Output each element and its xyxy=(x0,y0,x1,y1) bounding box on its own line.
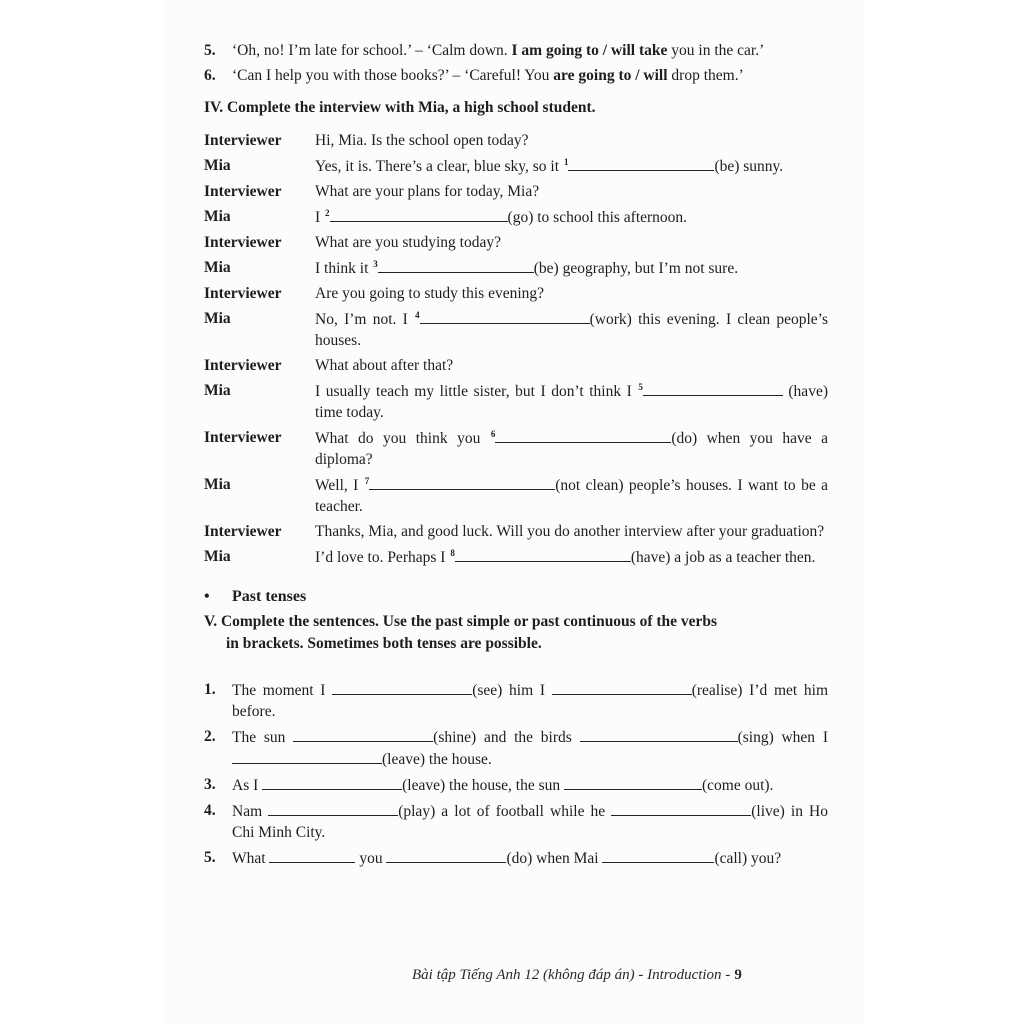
gap-number: 4 xyxy=(415,310,420,320)
speaker-line xyxy=(315,206,828,232)
line-text: Are you going to study this evening? xyxy=(315,285,545,302)
item-text: (call) you? xyxy=(714,850,782,867)
page-content xyxy=(204,40,828,873)
interview-row xyxy=(204,546,828,572)
speaker-line xyxy=(315,427,828,474)
speaker-line xyxy=(315,521,828,546)
speaker-name: Mia xyxy=(204,208,231,225)
item-text: (leave) the house. xyxy=(382,751,492,768)
gap-number: 8 xyxy=(450,548,455,558)
speaker-line xyxy=(315,181,828,206)
interview-row xyxy=(204,155,828,181)
line-text: geography, but I’m not sure. xyxy=(558,260,739,277)
verb-hint: (not clean) xyxy=(555,477,624,494)
interview-row xyxy=(204,181,828,206)
item-text: (see) him I xyxy=(472,682,552,699)
item-number: 1. xyxy=(204,681,216,698)
item-number: 6. xyxy=(204,67,216,84)
interview-row xyxy=(204,283,828,308)
verb-hint: (go) xyxy=(507,209,534,226)
speaker-line xyxy=(315,380,828,427)
gap-number: 6 xyxy=(490,429,496,439)
interview-row xyxy=(204,474,828,521)
speaker-line xyxy=(315,308,828,355)
verb-hint: (have) xyxy=(630,549,671,566)
interview-row xyxy=(204,521,828,546)
answer-blank[interactable] xyxy=(643,380,783,396)
answer-blank[interactable] xyxy=(332,679,472,695)
line-text: I think it xyxy=(315,260,373,277)
page-number: 9 xyxy=(734,967,742,983)
verb-hint: (work) xyxy=(589,311,632,328)
item-text: ‘Oh, no! I’m late for school.’ – ‘Calm down. xyxy=(232,42,512,59)
line-text: What about after that? xyxy=(315,357,454,374)
line-text: I xyxy=(315,209,325,226)
answer-blank[interactable] xyxy=(386,847,506,863)
exercise5-item-1 xyxy=(204,679,828,722)
interview-row xyxy=(204,427,828,474)
speaker-name: Interviewer xyxy=(204,357,282,374)
speaker-name: Interviewer xyxy=(204,429,282,446)
interview-row xyxy=(204,380,828,427)
item-number: 4. xyxy=(204,802,216,819)
item-text: (play) a lot of football while he xyxy=(398,803,612,820)
item-text: ‘Can I help you with those books?’ – ‘Careful! You xyxy=(232,67,554,84)
line-text: I’d love to. Perhaps I xyxy=(315,549,450,566)
exercise5-item-2 xyxy=(204,726,828,770)
item-text: you in the car.’ xyxy=(667,42,765,59)
item-text: The moment I xyxy=(232,682,333,699)
page-footer xyxy=(412,967,832,984)
item-choice: are going to / will xyxy=(553,67,668,84)
speaker-name: Interviewer xyxy=(204,132,282,149)
item-text: (do) when Mai xyxy=(506,850,603,867)
gap-number: 1 xyxy=(563,157,569,167)
answer-blank[interactable] xyxy=(455,546,631,562)
answer-blank[interactable] xyxy=(602,847,714,863)
speaker-line xyxy=(315,257,828,283)
exercise3-item-6 xyxy=(204,65,828,86)
line-text: No, I’m not. I xyxy=(315,311,415,328)
section-number: V. xyxy=(204,613,218,630)
item-text: The sun xyxy=(232,729,294,746)
item-number: 5. xyxy=(204,42,216,59)
subsection-past-tenses xyxy=(204,586,828,607)
line-text: this evening. I clean people’s houses. xyxy=(315,311,828,349)
item-text: (realise) I’d met him before. xyxy=(232,682,829,720)
speaker-line xyxy=(315,355,828,380)
gap-number: 7 xyxy=(364,476,370,486)
line-text: What are your plans for today, Mia? xyxy=(315,183,540,200)
speaker-name: Interviewer xyxy=(204,183,282,200)
line-text: What do you think you xyxy=(315,430,490,447)
speaker-name: Mia xyxy=(204,476,231,493)
interview-row xyxy=(204,257,828,283)
bullet-icon: • xyxy=(204,588,210,605)
exercise5-item-5 xyxy=(204,847,828,869)
item-text: (sing) when I xyxy=(737,729,828,746)
section-title-line2: in brackets. Sometimes both tenses are possible. xyxy=(226,635,542,652)
answer-blank[interactable] xyxy=(568,155,714,171)
section-v-heading xyxy=(204,611,828,655)
line-text: Thanks, Mia, and good luck. Will you do another interview after your graduation? xyxy=(315,523,825,540)
gap-number: 2 xyxy=(325,208,330,218)
answer-blank[interactable] xyxy=(269,847,355,863)
item-text: drop them.’ xyxy=(667,67,744,84)
verb-hint: (do) xyxy=(671,430,698,447)
interview-row xyxy=(204,130,828,155)
interview-row xyxy=(204,308,828,355)
item-text: (leave) the house, the sun xyxy=(402,777,564,794)
answer-blank[interactable] xyxy=(369,474,555,490)
subsection-title: Past tenses xyxy=(232,588,307,605)
speaker-name: Interviewer xyxy=(204,234,282,251)
answer-blank[interactable] xyxy=(580,726,738,742)
footer-book-title: Bài tập Tiếng Anh 12 (không đáp án) - Introduction - xyxy=(412,967,731,983)
item-number: 2. xyxy=(204,728,216,745)
verb-hint: (be) xyxy=(714,158,740,175)
answer-blank[interactable] xyxy=(495,427,671,443)
answer-blank[interactable] xyxy=(420,308,590,324)
line-text: Yes, it is. There’s a clear, blue sky, so it xyxy=(315,158,563,175)
item-text: Nam xyxy=(232,803,269,820)
speaker-line xyxy=(315,283,828,308)
item-text: you xyxy=(355,850,387,867)
interview-row xyxy=(204,355,828,380)
line-text: to school this afternoon. xyxy=(533,209,688,226)
section-title: Complete the interview with Mia, a high school student. xyxy=(226,99,596,116)
answer-blank[interactable] xyxy=(262,774,402,790)
answer-blank[interactable] xyxy=(552,679,692,695)
line-text: Hi, Mia. Is the school open today? xyxy=(315,132,529,149)
speaker-line xyxy=(315,155,828,181)
item-text: As I xyxy=(232,777,263,794)
section-title-line1: Complete the sentences. Use the past simple or past continuous of the verbs xyxy=(220,613,718,630)
speaker-line xyxy=(315,130,828,155)
speaker-line xyxy=(315,232,828,257)
answer-blank[interactable] xyxy=(293,726,433,742)
speaker-name: Mia xyxy=(204,259,231,276)
line-text: (have) time today. xyxy=(315,383,828,421)
line-text: What are you studying today? xyxy=(315,234,501,251)
line-text: when you have a diploma? xyxy=(315,430,828,468)
item-number: 3. xyxy=(204,776,216,793)
speaker-name: Interviewer xyxy=(204,523,282,540)
answer-blank[interactable] xyxy=(330,206,508,222)
item-text: (come out). xyxy=(701,777,774,794)
interview-row xyxy=(204,206,828,232)
speaker-line xyxy=(315,546,828,572)
gap-number: 3 xyxy=(373,259,378,269)
line-text: sunny. xyxy=(739,158,784,175)
speaker-name: Interviewer xyxy=(204,285,282,302)
exercise5-item-4 xyxy=(204,800,828,843)
exercise5-item-3 xyxy=(204,774,828,796)
line-text: I usually teach my little sister, but I don’t think I xyxy=(315,383,638,400)
section-number: IV. xyxy=(204,99,224,116)
verb-hint: (be) xyxy=(533,260,559,277)
item-text: (shine) and the birds xyxy=(433,729,580,746)
speaker-name: Mia xyxy=(204,310,231,327)
gap-number: 5 xyxy=(638,382,643,392)
exercise5-list xyxy=(204,679,828,869)
speaker-name: Mia xyxy=(204,157,231,174)
item-text: What xyxy=(232,850,270,867)
answer-blank[interactable] xyxy=(268,800,398,816)
item-number: 5. xyxy=(204,849,216,866)
section-iv-heading xyxy=(204,97,828,118)
speaker-line xyxy=(315,474,828,521)
item-text: (live) in Ho Chi Minh City. xyxy=(232,803,828,841)
speaker-name: Mia xyxy=(204,382,231,399)
answer-blank[interactable] xyxy=(232,748,382,764)
exercise3-item-5 xyxy=(204,40,828,61)
answer-blank[interactable] xyxy=(611,800,751,816)
item-choice: I am going to / will take xyxy=(511,42,668,59)
line-text: Well, I xyxy=(315,477,364,494)
answer-blank[interactable] xyxy=(378,257,534,273)
interview-row xyxy=(204,232,828,257)
line-text: people’s houses. I want to be a teacher. xyxy=(315,477,828,515)
interview-table xyxy=(204,130,828,572)
answer-blank[interactable] xyxy=(564,774,702,790)
line-text: a job as a teacher then. xyxy=(670,549,816,566)
speaker-name: Mia xyxy=(204,548,231,565)
